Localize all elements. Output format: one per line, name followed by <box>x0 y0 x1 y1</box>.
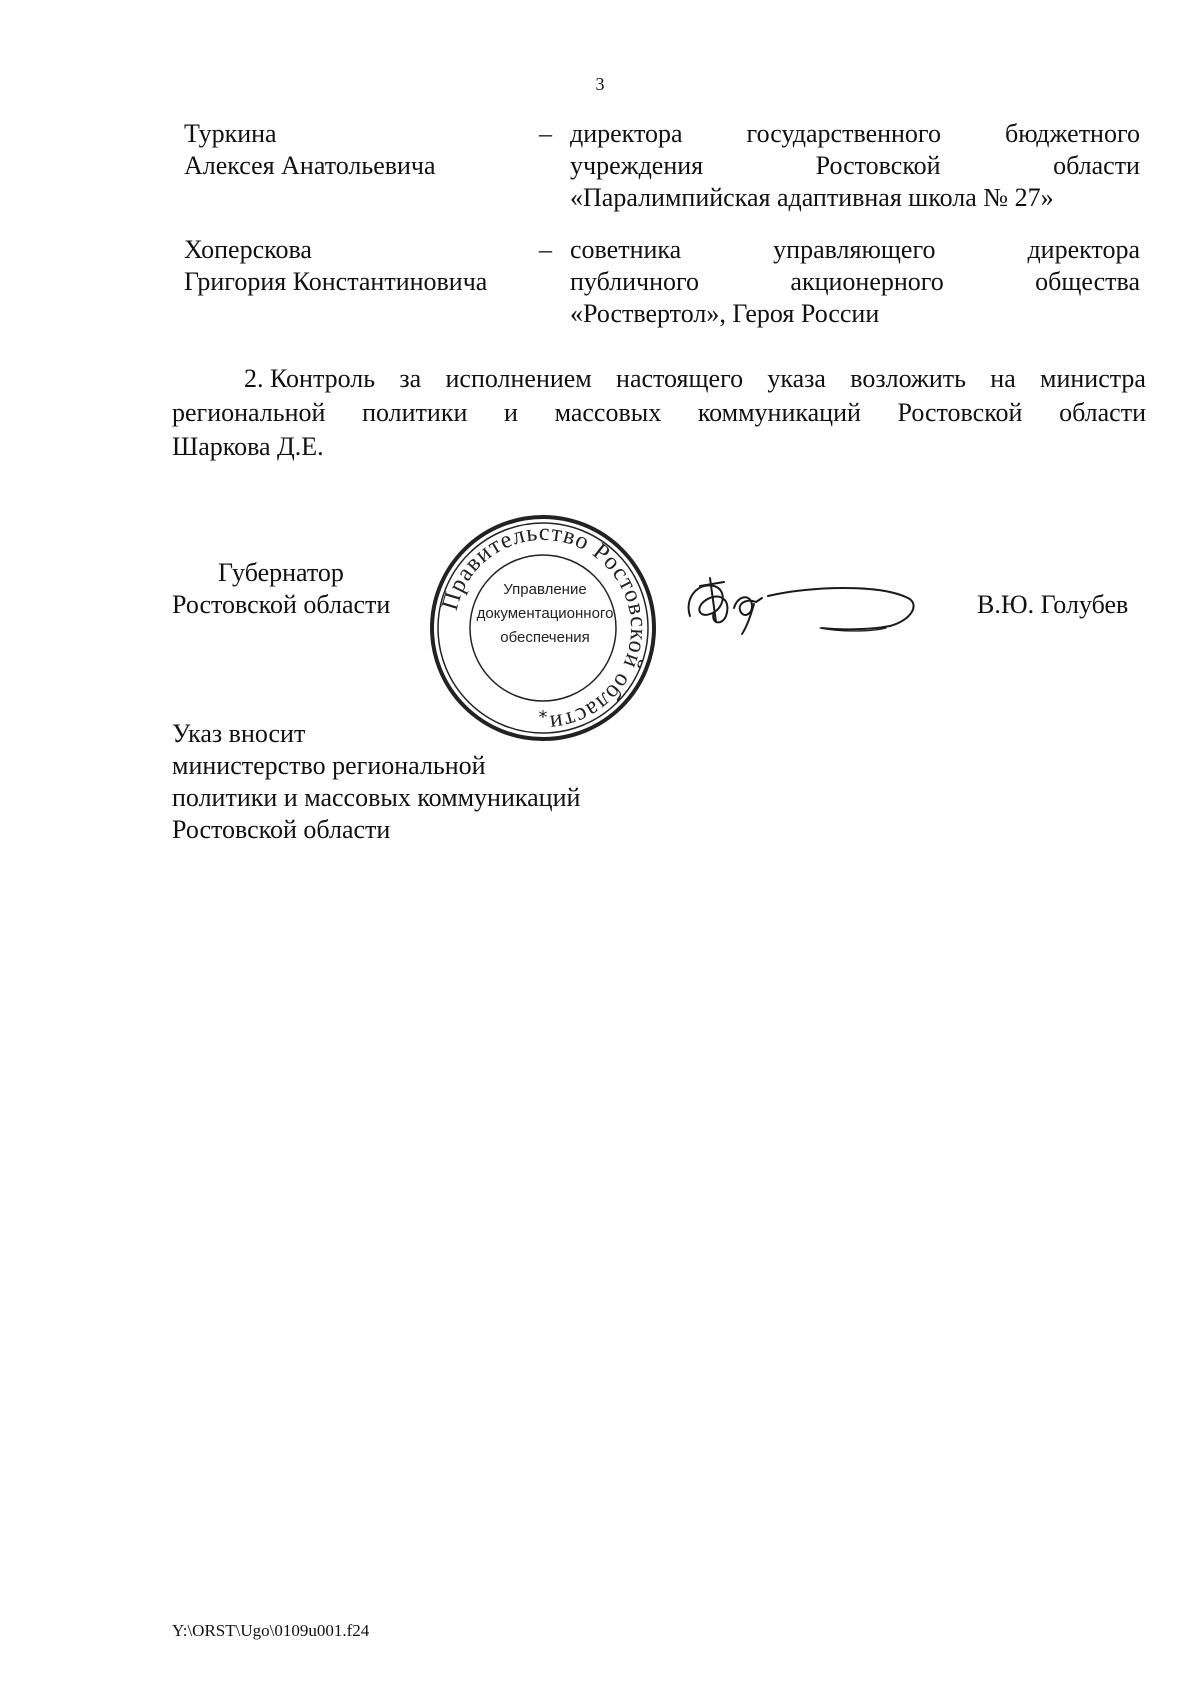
paragraph-word: 2. Контроль <box>244 364 376 393</box>
description-word: директора <box>570 119 683 148</box>
description-word: управляющего <box>773 235 936 264</box>
member-surname: Хоперскова <box>184 235 312 264</box>
file-path: Y:\ORST\Ugo\0109u001.f24 <box>172 1621 370 1640</box>
paragraph-word: настоящего <box>616 364 744 393</box>
description-word: государственного <box>746 119 941 148</box>
paragraph-line <box>172 396 1146 430</box>
member-dash: – <box>539 235 552 264</box>
description-word: директора <box>1027 235 1140 264</box>
member-description <box>570 118 1140 214</box>
description-line <box>570 118 1140 150</box>
description-word: общества <box>1035 267 1140 296</box>
seal-inner-line: Управление <box>503 581 587 598</box>
paragraph-word: массовых <box>554 398 662 427</box>
handwritten-signature <box>680 568 930 648</box>
seal-star: * <box>538 707 548 728</box>
description-word: акционерного <box>790 267 944 296</box>
paragraph-word: региональной <box>172 398 326 427</box>
governor-title-line: Губернатор <box>218 558 344 587</box>
governor-name: В.Ю. Голубев <box>977 590 1129 619</box>
description-word: публичного <box>570 267 700 296</box>
governor-title-line: Ростовской области <box>172 590 391 619</box>
seal-inner-line: документационного <box>476 605 614 622</box>
submitted-by-line: политики и массовых коммуникаций <box>172 783 581 812</box>
seal-ring-text: Правительство Ростовской области <box>436 519 652 736</box>
description-word: учреждения <box>570 151 704 180</box>
submitted-by-line: министерство региональной <box>172 751 486 780</box>
member-name <box>184 234 524 298</box>
description-word: Ростовской <box>815 151 941 180</box>
description-line <box>570 150 1140 182</box>
paragraph-line <box>172 362 1146 396</box>
submitted-by-line: Ростовской области <box>172 815 391 844</box>
submitted-by-block <box>172 718 580 846</box>
description-line: «Паралимпийская адаптивная школа № 27» <box>570 183 1054 212</box>
governor-title <box>172 557 390 621</box>
paragraph-word: коммуникаций <box>697 398 861 427</box>
control-clause-paragraph <box>172 362 1146 464</box>
description-line: «Роствертол», Героя России <box>570 299 880 328</box>
paragraph-word: политики <box>362 398 468 427</box>
seal-inner-line: обеспечения <box>500 629 590 646</box>
submitted-by-line: Указ вносит <box>172 719 306 748</box>
member-given-names: Григория Константиновича <box>184 267 488 296</box>
description-line <box>570 234 1140 266</box>
description-word: советника <box>570 235 682 264</box>
paragraph-word: области <box>1059 398 1146 427</box>
description-word: бюджетного <box>1004 119 1140 148</box>
member-name <box>184 118 524 182</box>
paragraph-line: Шаркова Д.Е. <box>172 432 324 461</box>
paragraph-word: на <box>990 364 1016 393</box>
paragraph-word: министра <box>1040 364 1146 393</box>
paragraph-word: за <box>399 364 422 393</box>
member-dash: – <box>539 119 552 148</box>
paragraph-word: Ростовской <box>897 398 1023 427</box>
member-given-names: Алексея Анатольевича <box>184 151 436 180</box>
page-number: 3 <box>595 74 605 94</box>
paragraph-word: исполнением <box>445 364 592 393</box>
paragraph-word: и <box>504 398 518 427</box>
member-surname: Туркина <box>184 119 277 148</box>
seal-inner-text <box>475 578 615 678</box>
paragraph-word: возложить <box>850 364 967 393</box>
paragraph-word: указа <box>767 364 826 393</box>
description-line <box>570 266 1140 298</box>
description-word: области <box>1053 151 1140 180</box>
member-description <box>570 234 1140 330</box>
